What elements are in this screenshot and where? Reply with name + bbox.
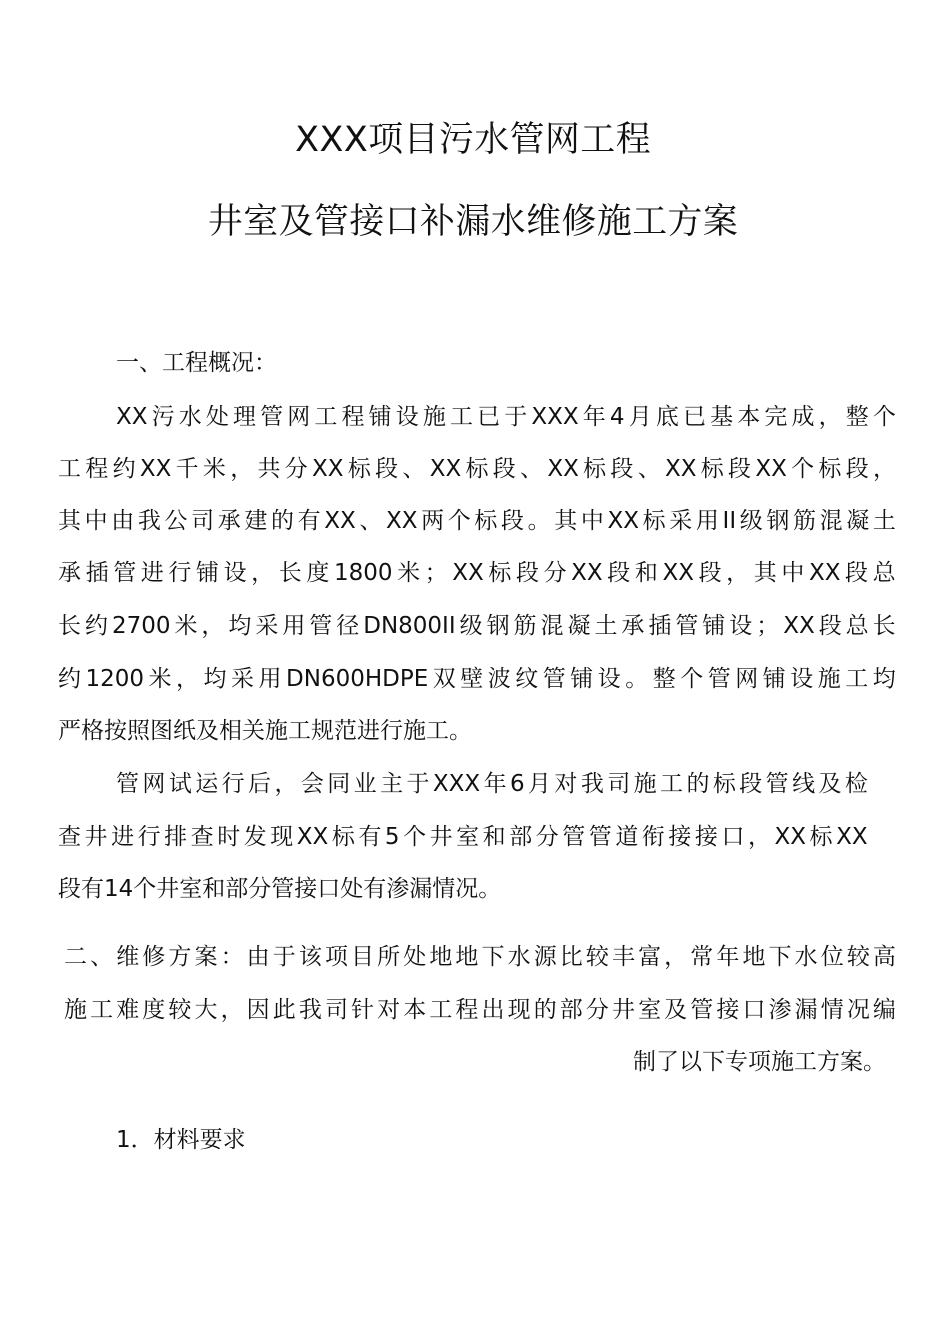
section-2-line-1: 二 、 维 修 方 案 ： 由 于 该 项 目 所 处 地 地 下 水 源 比 较 丰 富 ， 常 年 地 下 水 位 较 高 [64,944,896,970]
section-2-line-3: 制了以下专项施工方案。 [633,1049,886,1075]
section-1-heading: 一、工程概况： [116,350,277,376]
paragraph-1-line-2: 工 程 约 XX 千 米 ， 共 分 XX 标 段 、 XX 标 段 、 XX 标 段 、 XX 标 段 XX 个 标 段 ， [58,456,896,482]
paragraph-2-line-2: 查 井 进 行 排 查 时 发 现 XX 标 有 5 个 井 室 和 部 分 管 管 道 衔 接 接 口 ， XX 标 XX [58,824,868,850]
document-title-line-1: XXX项目污水管网工程 [295,120,652,160]
paragraph-1-line-7: 严格按照图纸及相关施工规范进行施工。 [58,718,472,744]
paragraph-1-line-3: 其 中 由 我 公 司 承 建 的 有 XX 、 XX 两 个 标 段 。 其 中 XX 标 采 用 II 级 钢 筋 混 凝 土 [58,508,896,534]
document-title-line-2: 井室及管接口补漏水维修施工方案 [207,202,739,242]
paragraph-1-line-1: XX 污 水 处 理 管 网 工 程 铺 设 施 工 已 于 XXX 年 4 月 底 已 基 本 完 成 ， 整 个 [116,404,896,430]
paragraph-1-line-6: 约 1200 米 ， 均 采 用 DN600HDPE 双 壁 波 纹 管 铺 设 。 整 个 管 网 铺 设 施 工 均 [58,666,896,692]
paragraph-2-line-3: 段有14个井室和部分管接口处有渗漏情况。 [58,876,502,902]
section-2-line-2: 施 工 难 度 较 大 ， 因 此 我 司 针 对 本 工 程 出 现 的 部 分 井 室 及 管 接 口 渗 漏 情 况 编 [64,997,896,1023]
paragraph-2-line-1: 管 网 试 运 行 后 ， 会 同 业 主 于 XXX 年 6 月 对 我 司 施 工 的 标 段 管 线 及 检 [116,771,868,797]
subsection-1-heading: 1．材料要求 [116,1127,246,1153]
paragraph-1-line-4: 承 插 管 进 行 铺 设 ， 长 度 1800 米 ； XX 标 段 分 XX 段 和 XX 段 ， 其 中 XX 段 总 [58,560,896,586]
paragraph-1-line-5: 长 约 2700 米 ， 均 采 用 管 径 DN800II 级 钢 筋 混 凝 土 承 插 管 铺 设 ； XX 段 总 长 [58,613,896,639]
